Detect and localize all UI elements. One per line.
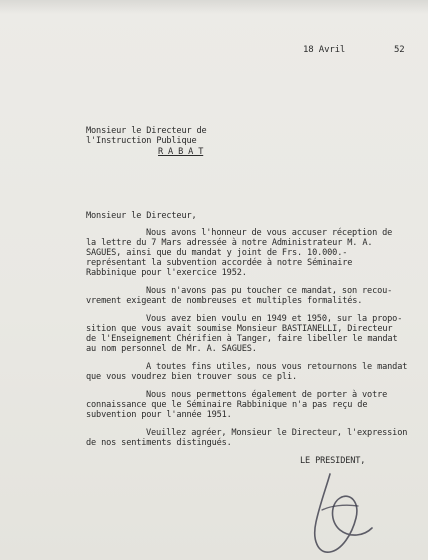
page-edge-shadow	[0, 0, 428, 14]
paragraph-3-line: de l'Enseignement Chérifien à Tanger, faire libeller le mandat	[86, 334, 398, 344]
paragraph-2-line: Nous n'avons pas pu toucher ce mandat, son recou-	[146, 286, 393, 296]
paragraph-2-line: vrement exigeant de nombreuses et multiples formalités.	[86, 296, 363, 306]
handwritten-signature	[300, 470, 380, 560]
addressee-city: R A B A T	[158, 147, 204, 157]
addressee-line-2: l'Instruction Publique	[86, 136, 197, 146]
letter-year: 52	[394, 45, 405, 55]
paragraph-3-line: au nom personnel de Mr. A. SAGUES.	[86, 344, 257, 354]
paragraph-6-line: Veuillez agréer, Monsieur le Directeur, l'expression	[146, 428, 408, 438]
paragraph-1-line: Nous avons l'honneur de vous accuser réception de	[146, 228, 393, 238]
paragraph-5-line: connaissance que le Séminaire Rabbinique n'a pas reçu de	[86, 400, 368, 410]
paragraph-4-line: A toutes fins utiles, nous vous retournons le mandat	[146, 362, 408, 372]
paragraph-3-line: sition que vous avait soumise Monsieur BASTIANELLI, Directeur	[86, 324, 393, 334]
letter-date: 18 Avril	[303, 45, 346, 55]
paragraph-1-line: SAGUES, ainsi que du mandat y joint de Frs. 10.000.-	[86, 248, 348, 258]
paragraph-4-line: que vous voudrez bien trouver sous ce pli.	[86, 372, 298, 382]
paragraph-1-line: la lettre du 7 Mars adressée à notre Administrateur M. A.	[86, 238, 373, 248]
paragraph-1-line: Rabbinique pour l'exercice 1952.	[86, 268, 247, 278]
addressee-line-1: Monsieur le Directeur de	[86, 126, 207, 136]
paragraph-5-line: subvention pour l'année 1951.	[86, 410, 232, 420]
paragraph-5-line: Nous nous permettons également de porter à votre	[146, 390, 388, 400]
paragraph-3-line: Vous avez bien voulu en 1949 et 1950, sur la propo-	[146, 314, 403, 324]
paragraph-6-line: de nos sentiments distingués.	[86, 438, 232, 448]
paragraph-1-line: représentant la subvention accordée à notre Séminaire	[86, 258, 353, 268]
salutation: Monsieur le Directeur,	[86, 211, 197, 221]
closing-title: LE PRESIDENT,	[300, 456, 366, 466]
